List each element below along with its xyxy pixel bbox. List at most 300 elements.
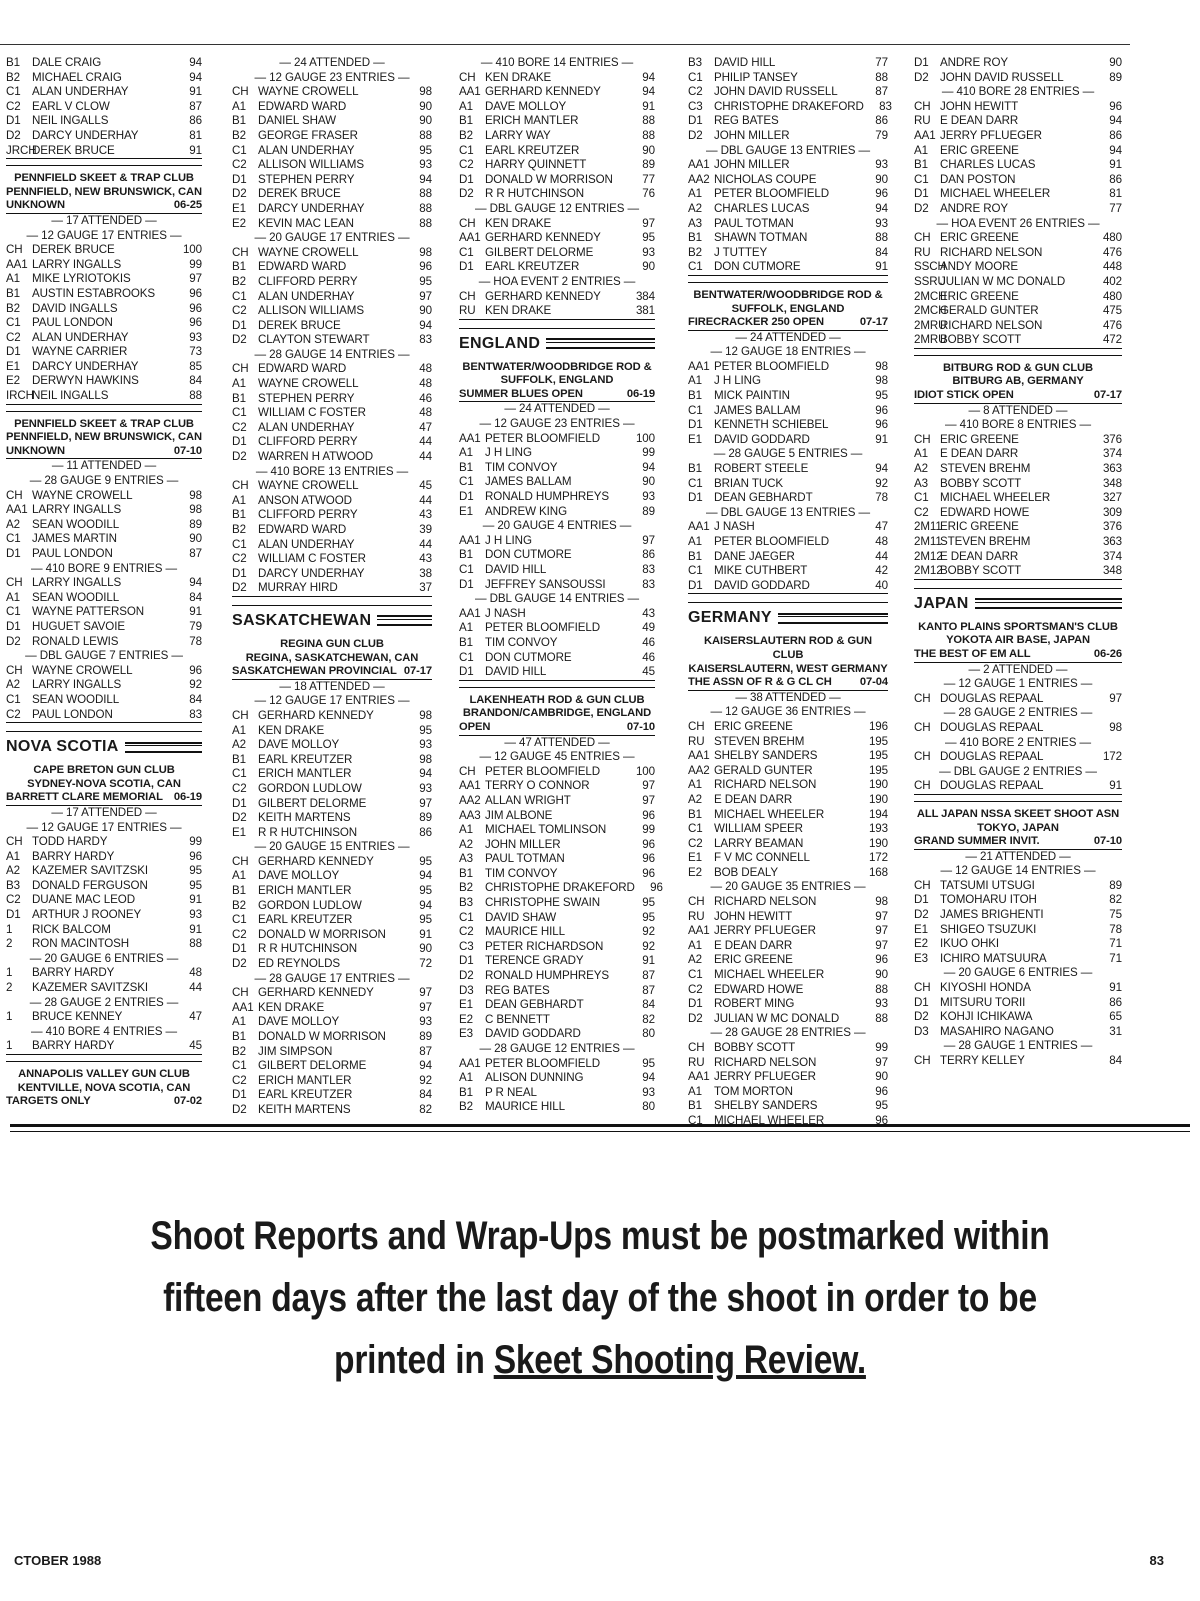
class-label: AA1 [688,359,710,373]
result-row [6,144,202,160]
shooter-name: JIM SIMPSON [258,1044,333,1058]
score: 86 [1109,995,1122,1009]
class-label: CH [6,243,23,257]
class-label: B1 [232,260,246,274]
event-subheading: — 28 GAUGE 17 ENTRIES — [254,971,410,985]
result-row [459,114,655,129]
shooter-name: RICK BALCOM [32,922,111,936]
class-label: B1 [688,462,702,476]
result-row [914,144,1122,159]
score: 39 [419,523,432,536]
result-row [914,1010,1122,1025]
class-label: AA1 [688,520,710,534]
class-label: CH [914,231,931,245]
class-label: A1 [6,849,20,863]
score: 85 [189,359,202,373]
result-row [459,665,655,681]
shooter-name: DAVID GODDARD [485,1027,581,1041]
event-subheading: — 28 GAUGE 14 ENTRIES — [254,347,410,361]
result-row [6,243,202,258]
result-row [6,693,202,708]
score: 48 [419,377,432,391]
class-label: C2 [232,304,247,318]
club-header [914,801,1122,850]
class-label: A1 [688,187,702,201]
class-label: A1 [459,823,473,837]
score: 98 [875,359,888,373]
event-subheading: — 410 BORE 2 ENTRIES — [945,735,1091,749]
score: 94 [1109,143,1122,157]
class-label: AA2 [688,172,710,186]
result-row [6,518,202,533]
shooter-name: PAUL TOTMAN [714,216,794,230]
class-label: A1 [688,778,702,792]
class-label: 2M11 [914,520,942,534]
class-label: IRCH [6,389,34,403]
shooter-name: JOHN MILLER [714,158,790,172]
class-label: D2 [914,70,929,84]
score: 89 [1109,70,1122,84]
result-row [914,491,1122,506]
class-label: B1 [232,391,246,405]
class-label: CH [6,488,23,502]
shooter-name: RICHARD NELSON [940,245,1043,259]
result-row [6,258,202,273]
event-subheading: — 12 GAUGE 23 ENTRIES — [479,417,635,431]
result-row [914,100,1122,115]
result-row [914,231,1122,246]
class-label: A3 [688,216,702,230]
score: 78 [875,491,888,505]
score: 96 [650,881,663,895]
shooter-name: KEN DRAKE [485,70,552,84]
shooter-name: GERALD GUNTER [940,304,1039,318]
class-label: D1 [459,172,474,186]
club-line: CAPE BRETON GUN CLUB [33,764,175,777]
shooter-name: GERALD GUNTER [714,763,813,777]
class-label: A1 [688,535,702,548]
result-row [914,1025,1122,1040]
class-label: C1 [688,968,703,982]
shooter-name: ERICH MANTLER [485,114,579,128]
result-row [688,99,892,115]
score: 448 [1102,260,1122,274]
score: 92 [189,678,202,692]
result-row [914,506,1122,521]
score: 100 [635,764,655,778]
score: 97 [1109,691,1122,705]
region-rule [546,338,655,349]
result-row [6,664,202,679]
shooter-name: CLIFFORD PERRY [258,274,358,288]
result-row [232,884,432,899]
event-subheading: — DBL GAUGE 14 ENTRIES — [474,592,640,606]
shooter-name: JOHN MILLER [714,128,790,142]
class-label: A2 [688,792,702,806]
result-row [6,879,202,894]
shooter-name: TIM CONVOY [485,866,558,880]
shooter-name: CLAYTON STEWART [258,333,370,347]
score: 72 [419,957,432,971]
result-row [232,333,432,348]
class-label: D1 [232,566,247,580]
result-row [459,217,655,232]
result-row [6,835,202,850]
result-row [914,187,1122,202]
shooter-name: JOHN HEWITT [714,909,793,923]
result-row [232,567,432,582]
shooter-name: SHELBY SANDERS [714,749,818,763]
class-label: E3 [459,1027,473,1041]
result-row [459,607,655,622]
class-label: E1 [688,432,702,446]
result-row [688,793,888,808]
result-row [459,578,655,593]
score: 98 [419,708,432,722]
class-label: AA1 [459,431,481,445]
class-label: D2 [688,1011,703,1025]
score: 84 [419,1088,432,1102]
event-subheading: — 28 GAUGE 1 ENTRIES — [943,1039,1093,1053]
result-row [459,260,655,275]
class-label: B1 [232,508,246,522]
shooter-name: GORDON LUDLOW [258,898,362,912]
shooter-name: STEPHEN PERRY [258,172,355,186]
shooter-name: BOBBY SCOTT [940,333,1022,347]
score: 79 [189,619,202,633]
class-label: CH [914,99,931,113]
shooter-name: PETER BLOOMFIELD [485,1056,601,1070]
result-row [6,923,202,938]
result-row [459,173,655,188]
class-label: CH [232,85,249,99]
shooter-name: TIM CONVOY [485,460,558,474]
event-subheading: — 20 GAUGE 6 ENTRIES — [943,966,1093,980]
score: 90 [642,260,655,274]
shooter-name: BARRY HARDY [32,1039,115,1053]
event-subheading: — 47 ATTENDED — [504,735,610,749]
result-row [232,738,432,753]
shooter-name: BARRY HARDY [32,849,115,863]
score: 89 [419,811,432,825]
shooter-name: WAYNE CROWELL [32,488,133,502]
result-row [688,389,888,404]
shooter-name: E DEAN DARR [940,447,1019,461]
shoot-name: UNKNOWN [6,444,65,457]
class-label: C2 [232,781,247,795]
result-row [232,855,432,870]
result-row [914,246,1122,261]
class-label: 2MCH [914,304,947,318]
class-label: C1 [688,822,703,836]
score: 97 [875,909,888,923]
result-row [459,548,655,563]
shooter-name: DONALD W MORRISON [258,1030,386,1043]
result-row [459,432,655,447]
class-label: C1 [232,143,247,157]
score: 90 [875,1070,888,1084]
class-label: D1 [232,1088,247,1102]
class-label: AA1 [459,231,481,245]
class-label: D1 [232,172,247,186]
score: 99 [189,257,202,271]
shooter-name: JAMES BRIGHENTI [940,908,1044,922]
score: 95 [419,913,432,927]
section-divider [10,1124,1190,1127]
shooter-name: EARL KREUTZER [485,143,580,157]
class-label: D1 [6,345,21,359]
result-row [459,100,655,115]
shooter-name: RICHARD NELSON [940,318,1043,332]
column-2 [232,56,432,1118]
result-row [459,809,655,824]
score: 363 [1102,462,1122,476]
score: 91 [875,260,888,274]
score: 374 [1102,549,1122,563]
class-label: B1 [459,114,473,128]
shoot-name-date [6,199,202,214]
result-row [232,377,432,392]
result-row [688,895,888,910]
shooter-name: EARL KREUTZER [258,752,353,766]
shooter-name: PETER BLOOMFIELD [714,535,830,548]
result-row [232,724,432,739]
score: 81 [189,128,202,142]
class-label: D2 [6,128,21,142]
score: 193 [868,822,888,836]
class-label: C2 [688,85,703,99]
club-line: PENNFIELD, NEW BRUNSWICK, CAN [6,431,202,444]
shooter-name: EARL KREUTZER [258,913,353,927]
shooter-name: MICHAEL WHEELER [940,187,1051,201]
shooter-name: PAUL LONDON [32,316,113,330]
shooter-name: RONALD HUMPHREYS [485,969,610,983]
event-subheading: — HOA EVENT 2 ENTRIES — [478,274,636,288]
class-label: 2M12 [914,549,943,563]
score: 92 [642,925,655,939]
class-label: A3 [914,476,928,490]
class-label: D1 [6,114,21,128]
score: 480 [1102,289,1122,303]
result-row [688,404,888,419]
shooter-name: HUGUET SAVOIE [32,619,125,633]
shoot-date: 07-10 [1093,835,1122,848]
result-row [914,202,1122,217]
class-label: C1 [232,406,247,420]
class-label: B3 [6,878,20,892]
result-row [232,202,432,217]
score: 89 [1109,878,1122,892]
submission-notice [113,1205,1087,1391]
shooter-name: HARRY QUINNETT [485,158,587,172]
score: 94 [419,898,432,912]
score: 94 [875,201,888,215]
result-row [688,491,888,506]
shooter-name: MICHAEL WHEELER [714,807,825,821]
shooter-name: DON CUTMORE [485,650,572,664]
score: 71 [1109,951,1122,965]
result-row [232,304,432,319]
shooter-name: KEN DRAKE [258,723,325,737]
class-label: C1 [459,650,474,664]
shooter-name: E DEAN DARR [714,792,793,806]
result-row [914,71,1122,86]
event-subheading: — 28 GAUGE 5 ENTRIES — [713,447,863,461]
class-label: D3 [914,1024,929,1038]
region-title: JAPAN [914,594,969,612]
result-row [914,564,1122,580]
shooter-name: TIM CONVOY [485,635,558,649]
result-row [688,720,888,735]
shooter-name: WILLIAM SPEER [714,822,803,836]
class-label: A1 [6,272,20,286]
result-row [232,508,432,523]
shooter-name: ALLISON WILLIAMS [258,304,364,318]
result-row [459,1013,655,1028]
result-row [459,984,655,999]
class-label: AA1 [459,85,481,99]
score: 94 [1109,114,1122,128]
shooter-name: EDWARD WARD [258,260,347,274]
score: 94 [419,869,432,883]
event-subheading: — 28 GAUGE 12 ENTRIES — [479,1042,635,1055]
score: 384 [635,289,655,303]
class-label: B1 [232,1030,246,1043]
score: 47 [419,420,432,434]
shooter-name: KEN DRAKE [485,304,552,318]
result-row [6,850,202,865]
score: 95 [419,274,432,288]
shooter-name: RICHARD NELSON [714,895,817,909]
shooter-name: DAN POSTON [940,172,1016,186]
result-row [459,461,655,476]
class-label: D1 [688,997,703,1011]
result-row [232,913,432,928]
class-label: 1 [6,1010,13,1024]
score: 86 [1109,172,1122,186]
score: 363 [1102,535,1122,548]
score: 472 [1102,333,1122,347]
shooter-name: MICHAEL WHEELER [940,491,1051,505]
shooter-name: JULIAN W MC DONALD [714,1011,840,1025]
score: 94 [642,70,655,84]
shooter-name: R R HUTCHINSON [258,942,358,956]
score: 90 [419,114,432,128]
class-label: A2 [688,201,702,215]
class-label: D2 [459,187,474,201]
result-row [459,129,655,144]
shooter-name: JOHN DAVID RUSSELL [714,85,838,99]
result-row [232,1045,432,1060]
shoot-date: 07-10 [173,444,202,457]
class-label: B1 [459,460,473,474]
class-label: E1 [459,998,473,1012]
score: 97 [419,289,432,303]
result-row [6,272,202,287]
shooter-name: KEITH MARTENS [258,811,351,825]
score: 96 [189,849,202,863]
shooter-name: J NASH [485,606,526,620]
result-row [914,779,1122,795]
result-row [6,129,202,144]
class-label: RU [688,1055,705,1069]
shooter-name: PAUL TOTMAN [485,852,565,866]
shooter-name: C BENNETT [485,1012,550,1026]
result-row [6,708,202,724]
region-title: NOVA SCOTIA [6,738,119,756]
shooter-name: DON CUTMORE [714,260,801,274]
result-row [232,290,432,305]
class-label: 1 [6,922,13,936]
class-label: A1 [232,493,246,507]
class-label: E1 [6,359,20,373]
class-label: B2 [459,128,473,142]
result-row [914,462,1122,477]
shooter-name: SEAN WOODILL [32,517,120,531]
shooter-name: ANDRE ROY [940,56,1009,69]
score: 93 [419,738,432,752]
event-subheading: — 20 GAUGE 17 ENTRIES — [254,231,410,245]
result-row [6,360,202,375]
class-label: C2 [914,505,929,519]
class-label: D3 [459,983,474,997]
score: 95 [642,910,655,924]
shooter-name: GILBERT DELORME [258,796,367,810]
result-row [914,56,1122,71]
score: 44 [419,493,432,507]
score: 48 [419,362,432,376]
shooter-name: DARCY UNDERHAY [258,566,365,580]
class-label: 2 [6,937,13,951]
class-label: C1 [459,475,474,489]
class-label: D1 [232,796,247,810]
class-label: B2 [232,523,246,536]
shooter-name: MIKE CUTHBERT [714,564,808,578]
event-subheading: — 20 GAUGE 15 ENTRIES — [254,840,410,854]
class-label: C1 [688,403,703,417]
result-row [688,866,888,881]
score: 98 [875,895,888,909]
class-label: C3 [688,99,703,113]
score: 91 [189,143,202,157]
result-row [6,114,202,129]
result-row [6,489,202,504]
result-row [914,893,1122,908]
class-label: CH [232,479,249,493]
shooter-name: LARRY BEAMAN [714,836,804,850]
shooter-name: R R HUTCHINSON [485,187,585,201]
class-label: A2 [6,517,20,531]
shooter-name: MURRAY HIRD [258,581,338,595]
score: 168 [868,865,888,879]
result-row [232,523,432,538]
result-row [459,940,655,955]
result-row [6,374,202,389]
shooter-name: ERICH MANTLER [258,767,352,781]
shooter-name: DARCY UNDERHAY [258,201,365,215]
club-header [6,764,202,806]
shooter-name: SEAN WOODILL [32,692,120,706]
shooter-name: ALAN UNDERHAY [258,143,355,157]
shooter-name: MAURICE HILL [485,1100,565,1114]
shooter-name: JERRY PFLUEGER [940,128,1042,142]
class-label: E2 [6,374,20,388]
score: 99 [189,835,202,849]
shooter-name: TATSUMI UTSUGI [940,878,1035,892]
score: 77 [875,56,888,69]
score: 88 [419,128,432,142]
result-row [688,477,888,492]
